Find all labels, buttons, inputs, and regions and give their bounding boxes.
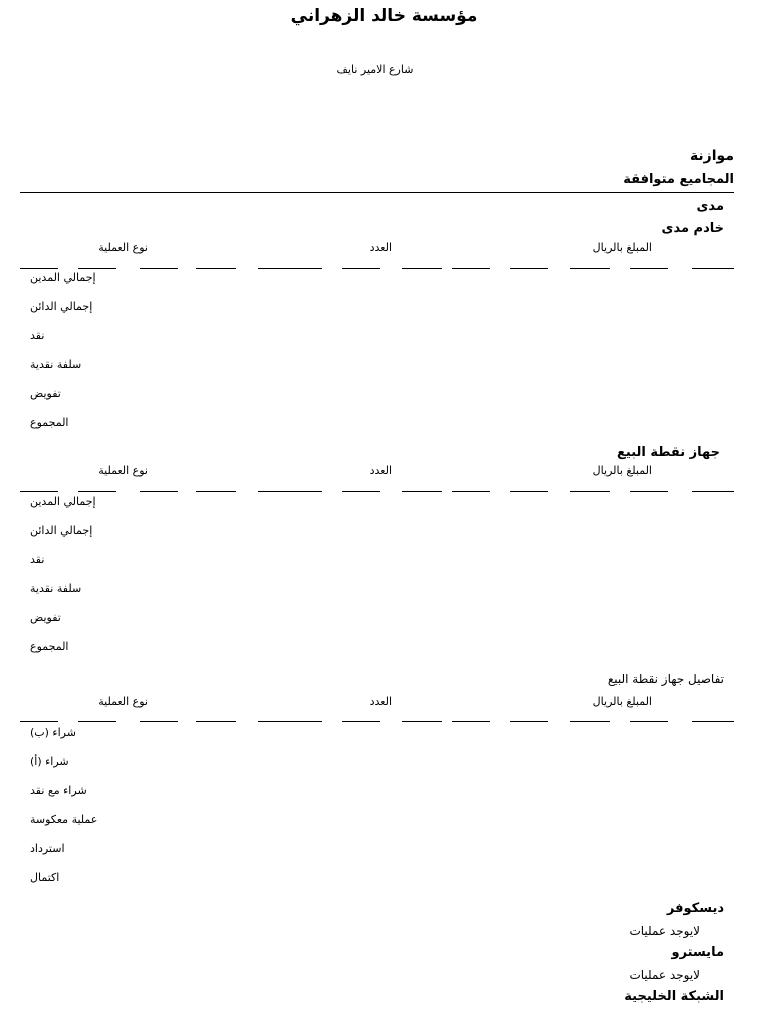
- row-label: استرداد: [30, 842, 65, 855]
- column-header-amount: المبلغ بالريال: [592, 464, 652, 477]
- column-header-count: العدد: [369, 241, 392, 254]
- row-label: تفويض: [30, 611, 61, 624]
- network-name: الشبكة الخليجية: [624, 989, 724, 1004]
- network-message: لايوجد عمليات: [629, 924, 700, 938]
- column-header-type: نوع العملية: [98, 695, 148, 708]
- column-header-amount: المبلغ بالريال: [592, 241, 652, 254]
- row-label: المجموع: [30, 640, 69, 653]
- column-divider: [20, 491, 734, 493]
- row-label: إجمالي الدائن: [30, 524, 93, 537]
- row-label: سلفة نقدية: [30, 582, 82, 595]
- column-header-type: نوع العملية: [98, 241, 148, 254]
- column-divider: [20, 268, 734, 270]
- row-label: شراء مع نقد: [30, 784, 87, 797]
- report-title: موازنة: [689, 148, 734, 164]
- network-message: لايوجد عمليات: [629, 968, 700, 982]
- column-header-count: العدد: [369, 695, 392, 708]
- row-label: شراء (أ): [30, 755, 69, 768]
- row-label: إجمالي الدائن: [30, 300, 93, 313]
- report-status: المجاميع متوافقة: [623, 172, 734, 187]
- row-label: المجموع: [30, 416, 69, 429]
- row-label: نقد: [30, 553, 45, 566]
- network-name: ديسكوفر: [666, 901, 724, 916]
- company-address: شارع الامير نايف: [336, 63, 414, 76]
- row-label: سلفة نقدية: [30, 358, 82, 371]
- row-label: إجمالي المدين: [30, 271, 96, 284]
- row-label: إجمالي المدين: [30, 495, 96, 508]
- section-title: تفاصيل جهاز نقطة البيع: [607, 672, 724, 686]
- row-label: تفويض: [30, 387, 61, 400]
- mada-label: مدى: [696, 199, 724, 214]
- column-header-amount: المبلغ بالريال: [592, 695, 652, 708]
- network-name: مايسترو: [671, 945, 724, 960]
- mada-server-label: خادم مدى: [661, 221, 724, 236]
- company-name: مؤسسة خالد الزهراني: [290, 6, 478, 26]
- row-label: نقد: [30, 329, 45, 342]
- row-label: عملية معكوسة: [30, 813, 98, 826]
- row-label: شراء (ب): [30, 726, 76, 739]
- header-rule: [20, 192, 734, 193]
- row-label: اكتمال: [30, 871, 60, 884]
- section-title: جهاز نقطة البيع: [617, 445, 720, 460]
- column-header-type: نوع العملية: [98, 464, 148, 477]
- column-header-count: العدد: [369, 464, 392, 477]
- column-divider: [20, 721, 734, 723]
